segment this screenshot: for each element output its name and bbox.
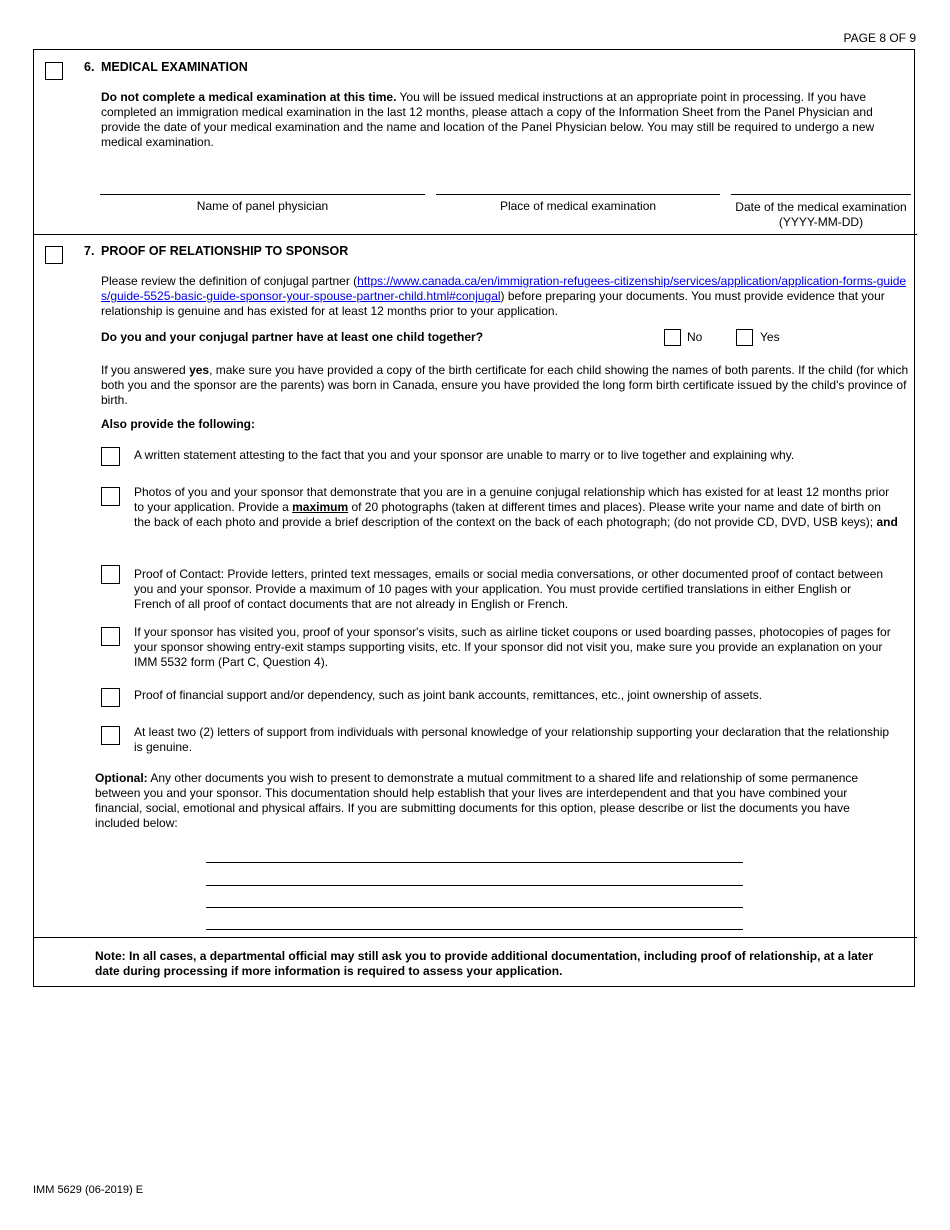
written-statement-checkbox[interactable]	[101, 447, 120, 466]
section6-checkbox[interactable]	[45, 62, 63, 80]
child-text: If you answered	[101, 363, 190, 377]
optional-documents-text	[95, 771, 875, 831]
photos-text-start: Photos of you and your sponsor that demonstrate that you are in a genuine conjugal relationship which has existed for at least 12 months prior to your application. Provide a	[134, 485, 890, 514]
optional-docs-line-1[interactable]	[206, 862, 743, 863]
child-no-checkbox[interactable]	[664, 329, 681, 346]
exam-place-label: Place of medical examination	[499, 199, 657, 213]
physician-name-field[interactable]	[100, 194, 425, 195]
page-number: PAGE 8 OF 9	[843, 31, 916, 45]
exam-date-label	[728, 200, 914, 230]
child-text-end: , make sure you have provided a copy of the birth certificate for each child showing the names of both parents. If the child (for which both you and the sponsor are the parents) was born in Canada, ensure you have provided the long form birth certificate issued by the child's province of birth.	[101, 363, 909, 407]
optional-body: Any other documents you wish to present to demonstrate a mutual commitment to a shared life and relationship of some permanence between you and your sponsor. This documentation should help establish that your lives are interdependent and that you have combined your financial, social, emotional and physical affairs. If you are submitting documents for this option, please describe or list the documents you have included below:	[95, 771, 859, 830]
proof-of-contact-text: Proof of Contact: Provide letters, printed text messages, emails or social media conversations, or other documented proof of contact between you and your sponsor. Provide a maximum of 10 pages with your application. You must provide certified translations in either English or French of all proof of contact documents that are not already in English or French.	[134, 567, 884, 611]
section7-checkbox[interactable]	[45, 246, 63, 264]
photos-text-and: and	[876, 515, 898, 529]
note-text: Note: In all cases, a departmental official may still ask you to provide additional documentation, including proof of relationship, at a later date during processing if more information is required to assess your application.	[95, 949, 874, 978]
optional-label: Optional:	[95, 771, 148, 785]
note-divider	[33, 937, 917, 938]
optional-docs-line-3[interactable]	[206, 907, 743, 908]
section7-title-text: PROOF OF RELATIONSHIP TO SPONSOR	[101, 244, 349, 258]
intro-text: Please review the definition of conjugal partner (	[101, 274, 358, 288]
also-provide-heading: Also provide the following:	[101, 417, 255, 431]
written-statement-text: A written statement attesting to the fact that you and your sponsor are unable to marry or to live together and explaining why.	[134, 448, 795, 462]
sponsor-visits-text: If your sponsor has visited you, proof of your sponsor's visits, such as airline ticket coupons or used boarding passes, photocopies of pages for your sponsor showing entry-exit stamps supporting visits, etc. If your sponsor did not visit you, make sure you provide an explanation on your IMM 5532 form (Part C, Question 4).	[134, 625, 891, 669]
section6-number: 6.	[84, 60, 95, 74]
section6-title	[84, 60, 248, 75]
photos-text	[134, 485, 900, 530]
child-yes-label: Yes	[760, 330, 780, 344]
section6-instructions	[101, 90, 913, 150]
section-divider	[33, 234, 917, 235]
section6-bold-lead: Do not complete a medical examination at this time.	[101, 90, 397, 104]
exam-place-field[interactable]	[436, 194, 720, 195]
sponsor-visits-checkbox[interactable]	[101, 627, 120, 646]
photos-text-maximum: maximum	[292, 500, 349, 514]
child-question: Do you and your conjugal partner have at least one child together?	[101, 330, 484, 344]
support-letters-text: At least two (2) letters of support from individuals with personal knowledge of your relationship supporting your declaration that the relationship is genuine.	[134, 725, 890, 754]
child-instructions	[101, 363, 909, 408]
section6-body: You will be issued medical instructions at an appropriate point in processing. If you have completed an immigration medical examination in the last 12 months, please attach a copy of the Information Sheet from the Panel Physician and provide the date of your medical examination and the name and location of the Panel Physician below. You may still be required to undergo a new medical examination.	[101, 90, 875, 149]
section7-number: 7.	[84, 244, 95, 258]
child-no-label: No	[687, 330, 703, 344]
section6-title-text: MEDICAL EXAMINATION	[101, 60, 248, 74]
exam-date-label-line2: (YYYY-MM-DD)	[778, 215, 864, 229]
intro-text-end: ) before preparing your documents. You must provide evidence that your relationship is genuine and has existed for at least 12 months prior to your application.	[101, 289, 885, 318]
photos-checkbox[interactable]	[101, 487, 120, 506]
section7-intro	[101, 274, 907, 319]
exam-date-label-line1: Date of the medical examination	[735, 200, 907, 214]
child-yes-checkbox[interactable]	[736, 329, 753, 346]
child-text-bold: yes	[189, 363, 210, 377]
photos-text-end: of 20 photographs (taken at different times and places). Please write your name and date of birth on the back of each photo and provide a brief description of the context on the back of each photograph; (do not provide CD, DVD, USB keys);	[134, 500, 881, 529]
physician-name-label: Name of panel physician	[196, 199, 329, 213]
section7-title	[84, 244, 348, 259]
exam-date-field[interactable]	[731, 194, 911, 195]
proof-of-contact-checkbox[interactable]	[101, 565, 120, 584]
conjugal-definition-link[interactable]: https://www.canada.ca/en/immigration-refugees-citizenship/services/application/application-forms-guides/guide-5525-basic-guide-sponsor-your-spouse-partner-child.html#conjugal	[101, 274, 907, 303]
optional-docs-line-2[interactable]	[206, 885, 743, 886]
optional-docs-line-4[interactable]	[206, 929, 743, 930]
financial-support-checkbox[interactable]	[101, 688, 120, 707]
financial-support-text: Proof of financial support and/or dependency, such as joint bank accounts, remittances, etc., joint ownership of assets.	[134, 688, 763, 702]
form-id: IMM 5629 (06-2019) E	[33, 1184, 144, 1196]
support-letters-checkbox[interactable]	[101, 726, 120, 745]
